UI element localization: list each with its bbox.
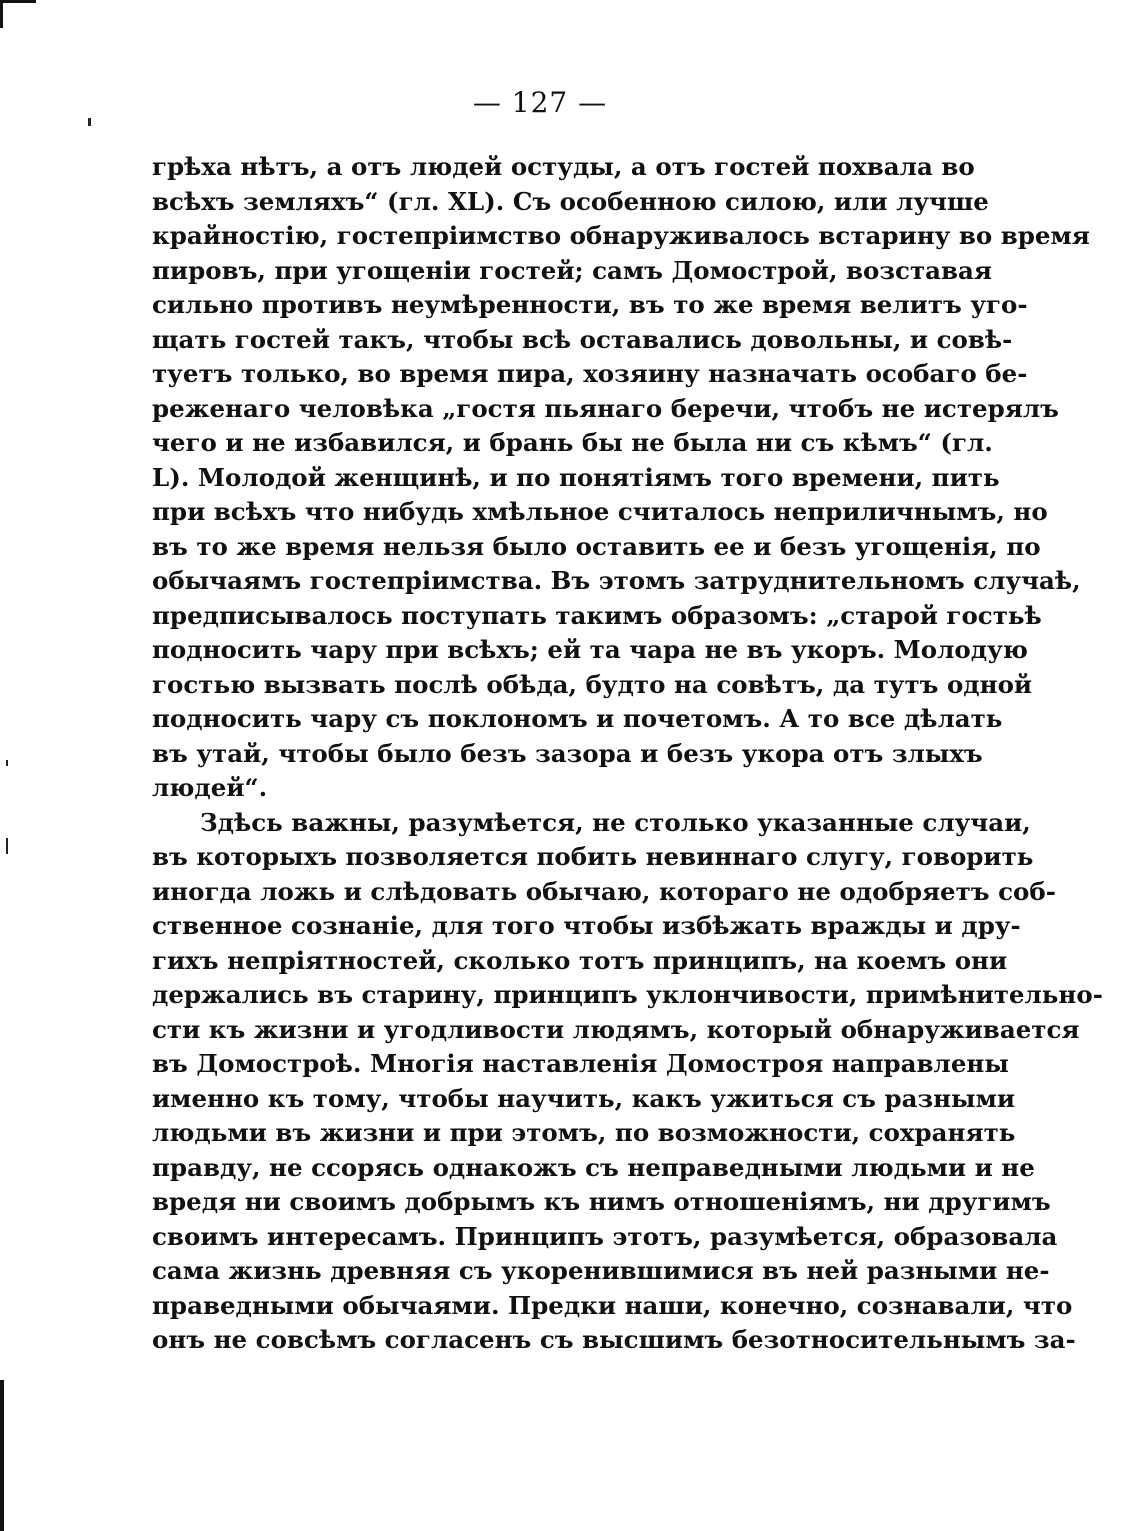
scan-speck [6,838,8,854]
text-line: гихъ непріятностей, сколько тотъ принципъ, на коемъ они [152,945,1008,975]
text-line: ственное сознаніе, для того чтобы избѣжать вражды и дру- [152,911,1021,940]
text-line: праведными обычаями. Предки наши, конечно, сознавали, что [152,1290,1073,1320]
text-line: въ которыхъ позволяется побить невиннаго слугу, говорить [152,842,1034,871]
text-line: при всѣхъ что нибудь хмѣльное считалось неприличнымъ, но [152,497,1048,526]
text-line: правду, не ссорясь однакожъ съ неправедными людьми и не [152,1152,1035,1182]
text-line: людей“. [152,773,268,802]
text-line: пировъ, при угощеніи гостей; самъ Домострой, возставая [152,255,992,285]
text-line: въ утай, чтобы было безъ зазора и безъ укора отъ злыхъ [152,738,983,768]
text-line: всѣхъ земляхъ“ (гл. XL). Съ особенною силою, или лучше [152,186,989,216]
text-line: людьми въ жизни и при этомъ, по возможности, сохранять [152,1118,1016,1147]
text-line: подносить чару при всѣхъ; ей та чара не въ укоръ. Молодую [152,635,1028,664]
text-line: сама жизнь древняя съ укоренившимися въ ней разными не- [152,1256,1050,1285]
text-line: крайностію, гостепріимство обнаруживалось встарину во время [152,221,1090,250]
scan-speck [6,760,8,766]
paragraph-1 [152,150,1090,806]
text-line: сильно противъ неумѣренности, въ то же время велитъ уго- [152,290,1028,319]
scan-edge-mark [0,1380,4,1531]
text-line: реженаго человѣка „гостя пьянаго беречи, чтобъ не истерялъ [152,393,1059,423]
text-line: Здѣсь важны, разумѣется, не столько указанные случаи, [200,807,1031,837]
body-text [152,150,1103,1358]
text-line: L). Молодой женщинѣ, и по понятіямъ того времени, пить [152,462,1000,492]
text-line: своимъ интересамъ. Принципъ этотъ, разумѣется, образовала [152,1221,1058,1251]
scan-speck [88,118,91,126]
text-line: именно къ тому, чтобы научить, какъ ужиться съ разными [152,1083,1016,1113]
page-number: — 127 — [472,86,608,119]
text-line: онъ не совсѣмъ согласенъ съ высшимъ безотносительнымъ за- [152,1325,1076,1354]
text-line: предписывалось поступать такимъ образомъ: „старой гостьѣ [152,600,1042,630]
text-line: туетъ только, во время пира, хозяину назначать особаго бе- [152,359,1028,388]
text-line: въ Домостроѣ. Многія наставленія Домостроя направлены [152,1049,1009,1078]
text-line: иногда ложь и слѣдовать обычаю, котораго не одобряетъ соб- [152,876,1056,906]
text-line: держались въ старину, принципъ уклончивости, примѣнительно- [152,980,1103,1009]
scan-corner-mark [0,0,3,28]
text-line: въ то же время нельзя было оставить ее и безъ угощенія, по [152,531,1041,561]
scan-corner-mark [0,0,36,3]
text-line: чего и не избавился, и брань бы не была ни съ кѣмъ“ (гл. [152,428,993,457]
text-line: обычаямъ гостепріимства. Въ этомъ затруднительномъ случаѣ, [152,566,1081,595]
text-line: щать гостей такъ, чтобы всѣ оставались довольны, и совѣ- [152,324,1013,354]
text-line: сти къ жизни и угодливости людямъ, который обнаруживается [152,1014,1080,1044]
text-line: гостью вызвать послѣ обѣда, будто на совѣтъ, да тутъ одной [152,669,1033,699]
text-line: подносить чару съ поклономъ и почетомъ. А то все дѣлать [152,704,1003,733]
text-line: вредя ни своимъ добрымъ къ нимъ отношеніямъ, ни другимъ [152,1187,1051,1216]
text-line: грѣха нѣтъ, а отъ людей остуды, а отъ гостей похвала во [152,152,975,181]
paragraph-2 [152,806,1103,1358]
